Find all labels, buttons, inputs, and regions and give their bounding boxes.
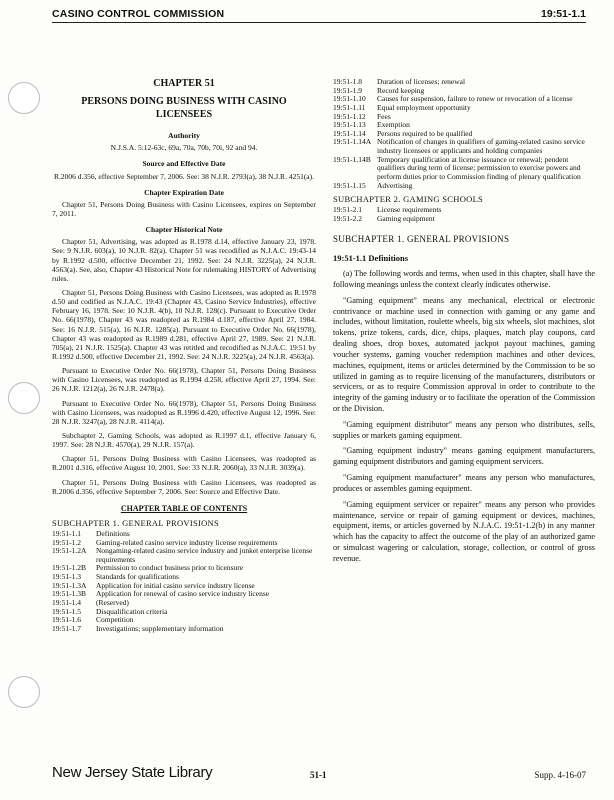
header-rule: [52, 22, 586, 23]
definition-paragraph: "Gaming equipment servicer or repairer" means any person who provides maintenance, service or repair of gaming equipment or devices, machines, equipment, items, or articles governed by N.J.A.C. 19:51-1.2(b) in any manner which has the capacity to affect the outcome of the play of an authorized game or simulcast wagering or calculation, storage, collection, or control of gross revenue.: [333, 499, 595, 563]
historical-note-paragraph: Chapter 51, Persons Doing Business with Casino Licensees, was readopted as R.2001 d.316, effective August 10, 2001. See: 33 N.J.R. 2060(a), 33 N.J.R. 3039(a).: [52, 454, 316, 473]
chapter-title: PERSONS DOING BUSINESS WITH CASINO LICENSEES: [81, 96, 287, 120]
authority-heading: Authority: [168, 131, 200, 141]
toc-entry: 19:51-1.14B Temporary qualification at license issuance or renewal; pendent qualifiers during term of license; permission to exercise powers and perform duties prior to Commission finding of plenary qualification: [333, 154, 581, 181]
toc-entry: 19:51-1.4 (Reserved): [52, 597, 129, 607]
expiration-heading: Chapter Expiration Date: [144, 187, 224, 197]
running-header-title: CASINO CONTROL COMMISSION: [52, 8, 225, 20]
toc-entry: 19:51-1.14A Notification of changes in qualifiers of gaming-related casino service industry licensees or applicants and holding companies: [333, 137, 585, 155]
toc-entry: 19:51-1.3B Application for renewal of casino service industry license: [52, 589, 270, 599]
source-text: R.2006 d.356, effective September 7, 2006. See: 38 N.J.R. 2793(a), 38 N.J.R. 4251(a).: [53, 171, 315, 181]
historical-note-heading: Chapter Historical Note: [145, 225, 223, 235]
punch-hole: [8, 82, 40, 114]
historical-note-paragraph: Pursuant to Executive Order No. 66(1978), Chapter 51, Persons Doing Business with Casino Licensees, was readopted as R.1996 d.420, effective August 12, 1996. See: 28 N.J.R. 3247(a), 28 N.J.R. 4114(a).: [52, 398, 316, 426]
page-number: 51-1: [310, 770, 327, 780]
toc-entry: 19:51-1.12 Fees: [333, 111, 391, 121]
library-watermark: New Jersey State Library: [52, 764, 213, 781]
toc-entry: 19:51-1.9 Record keeping: [333, 85, 425, 95]
toc-entry: 19:51-1.10 Causes for suspension, failure to renew or revocation of a license: [333, 94, 573, 104]
subchapter-heading: SUBCHAPTER 2. GAMING SCHOOLS: [333, 194, 484, 205]
left-column: [52, 78, 316, 633]
historical-note-paragraph: Chapter 51, Advertising, was adopted as R.1978 d.14, effective January 23, 1978. See: 9 N.J.R. 603(a), 10 N.J.R. 82(a). Chapter 51 was recodified as N.J.A.C. 19:43-14 by R.1992 d.500, effective December 21, 1992. See: 24 N.J.R. 3225(a), 24 N.J.R. 4563(a). See, also, Chapter 43 Historical Note for rulemaking HISTORY of Advertising rules.: [52, 237, 316, 283]
definition-paragraph: "Gaming equipment" means any mechanical, electrical or electronic contrivance or machine used in connection with gaming or any game and includes, without limitation, roulette wheels, big six wheels, slot machines, slot tokens, prize tokens, cards, dice, chips, plaques, match play coupons, card dealing shoes, drop boxes, automated jackpot payout machines, gaming voucher systems, gaming voucher redemption machines and other devices, machines, equipment, items or articles determined by the Commission to be so utilized in gaming as to require licensing of the manufacturers, distributors or servicers, or as to require Commission approval in order to contribute to the integrity of the gaming industry or to facilitate the operation of the Commission or the Division.: [333, 295, 595, 413]
expiration-text: Chapter 51, Persons Doing Business with Casino Licensees, expires on September 7, 2011.: [52, 199, 316, 219]
definition-paragraph: "Gaming equipment manufacturer" means any person who manufactures, produces or assembles gaming equipment.: [333, 473, 595, 493]
toc-entry: 19:51-1.2A Nongaming-related casino service industry and junket enterprise license requirements: [52, 546, 313, 564]
definition-paragraph: "Gaming equipment distributor" means any person who distributes, sells, supplies or markets gaming equipment.: [333, 419, 595, 440]
toc-entry: 19:51-1.8 Duration of licenses; renewal: [333, 77, 466, 86]
definition-paragraph: (a) The following words and terms, when used in this chapter, shall have the following meanings unless the context clearly indicates otherwise.: [333, 269, 595, 289]
punch-hole: [8, 676, 40, 708]
toc-entry: 19:51-1.15 Advertising: [333, 180, 413, 190]
toc-entry: 19:51-1.14 Persons required to be qualified: [333, 128, 473, 138]
subchapter-heading: SUBCHAPTER 1. GENERAL PROVISIONS: [333, 233, 510, 244]
toc-entry: 19:51-1.7 Investigations; supplementary information: [52, 623, 224, 633]
toc-list-continued: [333, 78, 595, 190]
toc-list: [52, 530, 316, 634]
historical-note-paragraph: Subchapter 2, Gaming Schools, was adopted as R.1997 d.1, effective January 6, 1997. See: 28 N.J.R. 4570(a), 29 N.J.R. 157(a).: [52, 430, 316, 450]
toc-entry: 19:51-1.2B Permission to conduct business prior to licensure: [52, 563, 244, 573]
source-heading: Source and Effective Date: [142, 159, 226, 169]
toc-heading: CHAPTER TABLE OF CONTENTS: [120, 503, 248, 513]
chapter-number: CHAPTER 51: [153, 78, 215, 89]
toc-entry: 19:51-1.2 Gaming-related casino service industry license requirements: [52, 537, 278, 547]
toc-entry: 19:51-2.1 License requirements: [333, 205, 442, 215]
historical-note-paragraph: Chapter 51, Persons Doing Business with Casino Licensees, was adopted as R.1978 d.50 and codified as N.J.A.C. 19:43 (Chapter 43, Casino Service Industries), effective February 16, 1978. See: 10 N.J.R. 4(b), 10 N.J.R. 128(c). Pursuant to Executive Order No. 66(1978), Chapter 43 was readopted as R.1984 d.187, effective April 27, 1984. See: 16 N.J.R. 515(a), 16 N.J.R. 1285(a). Pursuant to Executive Order No. 66(1978), Chapter 43 was readopted as R.1989 d.281, effective April 27, 1989. See: 21 N.J.R. 705(a), 21 N.J.R. 1525(a). Chapter 43 was retitled and recodified as N.J.A.C. 19:51 by R.1992 d.500, effective December 21, 1992. See: 24 N.J.R. 3225(a), 24 N.J.R. 4563(a).: [52, 288, 316, 361]
supplement-date: Supp. 4-16-07: [534, 770, 586, 780]
section-heading: 19:51-1.1 Definitions: [333, 252, 409, 263]
toc-entry: 19:51-2.2 Gaming equipment: [333, 214, 435, 224]
punch-hole: [8, 382, 40, 414]
toc-entry: 19:51-1.6 Competition: [52, 615, 134, 625]
definition-paragraph: "Gaming equipment industry" means gaming equipment manufacturers, gaming equipment distributors and gaming equipment servicers.: [333, 446, 595, 467]
toc-entry: 19:51-1.3 Standards for qualifications: [52, 572, 179, 582]
right-column: [333, 78, 595, 570]
toc-entry: 19:51-1.5 Disqualification criteria: [52, 606, 168, 616]
subchapter-heading: SUBCHAPTER 1. GENERAL PROVISIONS: [52, 517, 220, 528]
authority-text: N.J.S.A. 5:12-63c, 69a, 70a, 70b, 70i, 92 and 94.: [110, 143, 258, 153]
running-header-section: 19:51-1.1: [541, 8, 586, 20]
toc-entry: 19:51-1.13 Exemption: [333, 120, 410, 130]
historical-note-paragraph: Chapter 51, Persons Doing Business with Casino Licensees, was readopted as R.2006 d.356, effective September 7, 2006. See: Source and Effective Date.: [52, 477, 316, 496]
historical-note-paragraph: Pursuant to Executive Order No. 66(1978), Chapter 51, Persons Doing Business with Casino Licensees, was readopted as R.1994 d.258, effective April 27, 1994. See: 26 N.J.R. 1212(a), 26 N.J.R. 2478(a).: [52, 366, 316, 394]
toc-entry: 19:51-1.11 Equal employment opportunity: [333, 102, 471, 112]
toc-entry: 19:51-1.3A Application for initial casino service industry license: [52, 580, 255, 590]
toc-entry: 19:51-1.1 Definitions: [52, 528, 130, 538]
